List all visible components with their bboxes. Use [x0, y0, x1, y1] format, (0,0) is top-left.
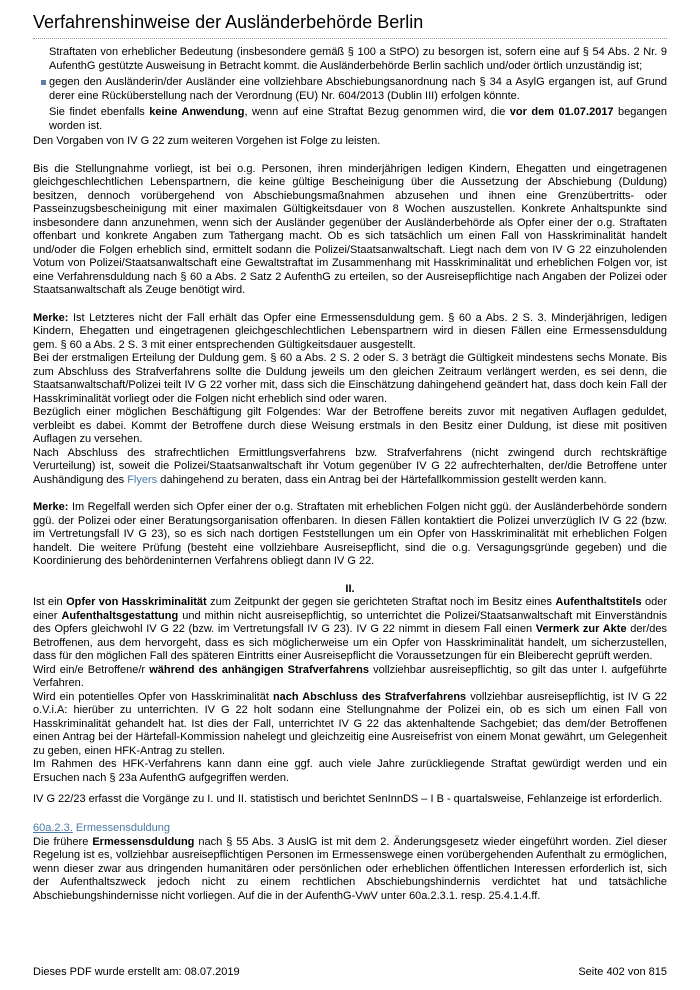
follow-instruction: Den Vorgaben von IV G 22 zum weiteren Vorgehen ist Folge zu leisten.	[33, 135, 381, 147]
document-body	[33, 46, 667, 903]
section-heading-ii: II.	[345, 582, 355, 595]
flyers-link[interactable]: Flyers	[127, 473, 158, 486]
section-title-text: Ermessensduldung	[75, 822, 170, 834]
section-ii-paragraph-4: Im Rahmen des HFK-Verfahrens kann dann eine ggf. auch viele Jahre zurückliegende Straftat gewürdigt werden und ein Ersuchen nach § 23a AufenthG aufgegriffen werden.	[33, 758, 667, 784]
emphasis-keine-anwendung: keine Anwendung	[149, 106, 245, 118]
intro-bullet-item	[33, 76, 667, 103]
emphasis-date: vor dem 01.07.2017	[509, 106, 614, 118]
merke-label: Merke:	[33, 501, 69, 513]
merke-1-conclusion: Nach Abschluss des strafrechtlichen Ermittlungsverfahrens bzw. Strafverfahrens (nicht zwingend durch rechtskräftige Verurteilung) ist, soweit die Polizei/Staatsanwaltschaft ihr Votum gegenüber IV G 22 aufrechterhalten, der/die Betroffene unter Aushändigung des Flyers dahingehend zu beraten, dass ein Antrag bei der Härtefallkommission gestellt werden kann.	[33, 446, 667, 486]
section-60a-2-3-heading	[33, 822, 667, 836]
footer-page-number: Seite 402 von 815	[578, 966, 667, 978]
section-ii-paragraph-1: Ist ein Opfer von Hasskriminalität zum Zeitpunkt der gegen sie gerichteten Straftat noch im Besitz eines Aufenthaltstitels oder einer Aufenthaltsgestattung und mithin nicht ausreisepflichtig, so unterrichtet die Polizei/Staatsanwaltschaft mit Einverständnis des Opfers gleichwohl IV G 22 (bzw. im Vertretungsfall IV G 23). IV G 22 nimmt in diesem Fall einen Vermerk zur Akte der/des Betroffenen, aus dem hervorgeht, dass es sich möglicherweise um ein Opfer von Hasskriminalität handelt, um sicherzustellen, dass für den möglichen Fall des späteren Eintritts einer Ausreisepflicht die Voraussetzungen für ein Bleiberecht geprüft werden.	[33, 596, 668, 662]
section-ii-paragraph-2: Wird ein/e Betroffene/r während des anhängigen Strafverfahrens vollziehbar ausreisepflichtig, so gilt das unter I. aufgeführte Verfahren.	[33, 663, 667, 689]
intro-application-note: Sie findet ebenfalls keine Anwendung, wenn auf eine Straftat Bezug genommen wird, die vor dem 01.07.2017 begangen worden ist.	[49, 106, 667, 132]
section-60a-2-3-paragraph: Die frühere Ermessensduldung nach § 55 Abs. 3 AuslG ist mit dem 2. Änderungsgesetz wieder eingeführt worden. Ziel dieser Regelung ist es, vollziehbar ausreisepflichtigen Personen im Ermessenswege einen vorübergehenden Aufenthalt zu ermöglichen, wenn dieser zwar aus dringenden humanitären oder persönlichen oder erheblichen öffentlichen Interessen erforderlich ist, sich der Aufenthaltszweck jedoch nicht zu einem rechtlichen Abschiebungshindernis verdichtet hat und tatsächliche Abschiebungshindernisse nicht vorliegen. Auf die in der AufenthG-VwV unter 60a.2.3.1. resp. 25.4.1.4.ff.	[33, 835, 668, 902]
merke-paragraph-2: Merke: Im Regelfall werden sich Opfer einer der o.g. Straftaten mit erheblichen Folgen nicht ggü. der Ausländerbehörde sondern ggü. der Polizei oder einer Beratungsorganisation offenbaren. In diesen Fällen kontaktiert die Polizei unverzüglich IV G 22 (bzw. im Vertretungsfall IV G 23), so es sich nach dortigen Feststellungen um ein Opfer von Hasskriminalität mit erheblichen Folgen handelt. Die weitere Prüfung (besteht eine vollziehbare Ausreisepflicht, sind die o.g. Versagungsgründe gegeben) und die Koordinierung des behördeninternen Verfahrens obliegt dann IV G 22.	[33, 501, 667, 567]
footer-created-date: Dieses PDF wurde erstellt am: 08.07.2019	[33, 966, 240, 978]
page-footer	[33, 966, 667, 979]
bullet-icon	[41, 80, 46, 85]
merke-label: Merke:	[33, 311, 69, 324]
section-ii-paragraph-3: Wird ein potentielles Opfer von Hasskriminalität nach Abschluss des Strafverfahrens vollziehbar ausreisepflichtig, ist IV G 22 o.V.i.A: hierüber zu unterrichten. IV G 22 holt sodann eine Stellungnahme der Polizei ein, ob es sich um einen Fall von Hasskriminalität gehandelt hat. Ist dies der Fall, unterrichtet IV G 22 das aktenhaltende Sachgebiet; das dem/der Betroffenen einen Antrag bei der Härtefall-Kommission nahelegt und gleichzeitig eine Ausreisefrist von einem Monat gewährt, um Gelegenheit zu geben, einen HFK-Antrag zu stellen.	[33, 690, 668, 757]
intro-continuation: Straftaten von erheblicher Bedeutung (insbesondere gemäß § 100 a StPO) zu besorgen ist, sofern eine auf § 54 Abs. 2 Nr. 9 AufenthG gestützte Ausweisung in Betracht kommt. die Ausländerbehörde Berlin sachlich und/oder örtlich unzuständig ist;	[49, 46, 667, 72]
page-title: Verfahrenshinweise der Ausländerbehörde Berlin	[33, 12, 424, 32]
merke-1-employment: Bezüglich einer möglichen Beschäftigung gilt Folgendes: War der Betroffene bereits zuvor mit negativen Auflagen geduldet, verbleibt es dabei. Kommt der Betroffene durch diese Weisung erstmals in den Besitz einer Duldung, ist diese mit positiven Auflagen zu versehen.	[33, 406, 667, 445]
section-number-link[interactable]: 60a.2.3.	[33, 822, 73, 834]
merke-1-duration: Bei der erstmaligen Erteilung der Duldung gem. § 60 a Abs. 2 S. 2 oder S. 3 beträgt die Gültigkeit mindestens sechs Monate. Bis zum Abschluss des Strafverfahrens sollte die Duldung jeweils um den gleichen Zeitraum verlängert werden, es sei denn, die Staatsanwaltschaft/Polizei teilt IV G 22 vorher mit, dass sich die Einschätzung dahingehend geändert hat, dass doch kein Fall der Hasskriminalität vorliegt oder die Folgen nicht erheblich sind oder waren.	[33, 352, 667, 405]
merke-paragraph-1: Merke: Ist Letzteres nicht der Fall erhält das Opfer eine Ermessensduldung gem. § 60 a Abs. 2 S. 3. Minderjährigen, ledigen Kindern, Ehegatten und eingetragenen gleichgeschlechtlichen Lebenspartnern wird in diesen Fällen eine Ermessensduldung gem. § 60 a Abs. 2 S. 3 mit einer entsprechenden Gültigkeitsdauer ausgestellt.	[33, 311, 667, 351]
page-header	[33, 10, 667, 39]
paragraph-stellungnahme: Bis die Stellungnahme vorliegt, ist bei o.g. Personen, ihren minderjährigen ledigen Kindern, Ehegatten und eingetragenen gleichgeschlechtlichen Lebenspartnern, die keine gültige Bescheinigung über die Aussetzung der Abschiebung (Duldung) besitzen, dennoch vorübergehend von Abschiebungsmaßnahmen abzusehen und ihnen eine Grenzübertritts- oder Passeinzugsbescheinigung mit einer maximalen Gültigkeitsdauer von 8 Wochen auszustellen. Konkrete Anhaltspunkte sind insbesondere dann anzunehmen, wenn sich der Ausländer gegenüber der Ausländerbehörde als Opfer einer der o.g. Straftaten offenbart und konkrete Angaben zum Tathergang macht. Ob es sich tatsächlich um einen Fall von Hasskriminalität handelt und/oder die Folgen erheblich sind, ermittelt sodann die Polizei/Staatsanwaltschaft. Liegt nach dem von IV G 22 einzuholenden Votum von Polizei/Staatsanwaltschaft eine Gewaltstraftat im Zusammenhang mit Hasskriminalität und erheblichen Folgen vor, ist eine Verfahrensduldung nach § 60 a Abs. 2 Satz 2 AufenthG zu erteilen, so der Ausreisepflichtige nach Angaben der Polizei oder Staatsanwaltschaft als Zeuge benötigt wird.	[33, 162, 667, 296]
section-ii-statistics: IV G 22/23 erfasst die Vorgänge zu I. und II. statistisch und berichtet SenInnDS – I B - quartalsweise, Fehlanzeige ist erforderlich.	[33, 793, 663, 805]
intro-bullet-text: gegen den Ausländerin/der Ausländer eine vollziehbare Abschiebungsanordnung nach § 34 a AsylG ergangen ist, auf Grund derer eine Rücküberstellung nach der Verordnung (EU) Nr. 604/2013 (Dublin III) erfolgen könnte.	[49, 76, 667, 102]
